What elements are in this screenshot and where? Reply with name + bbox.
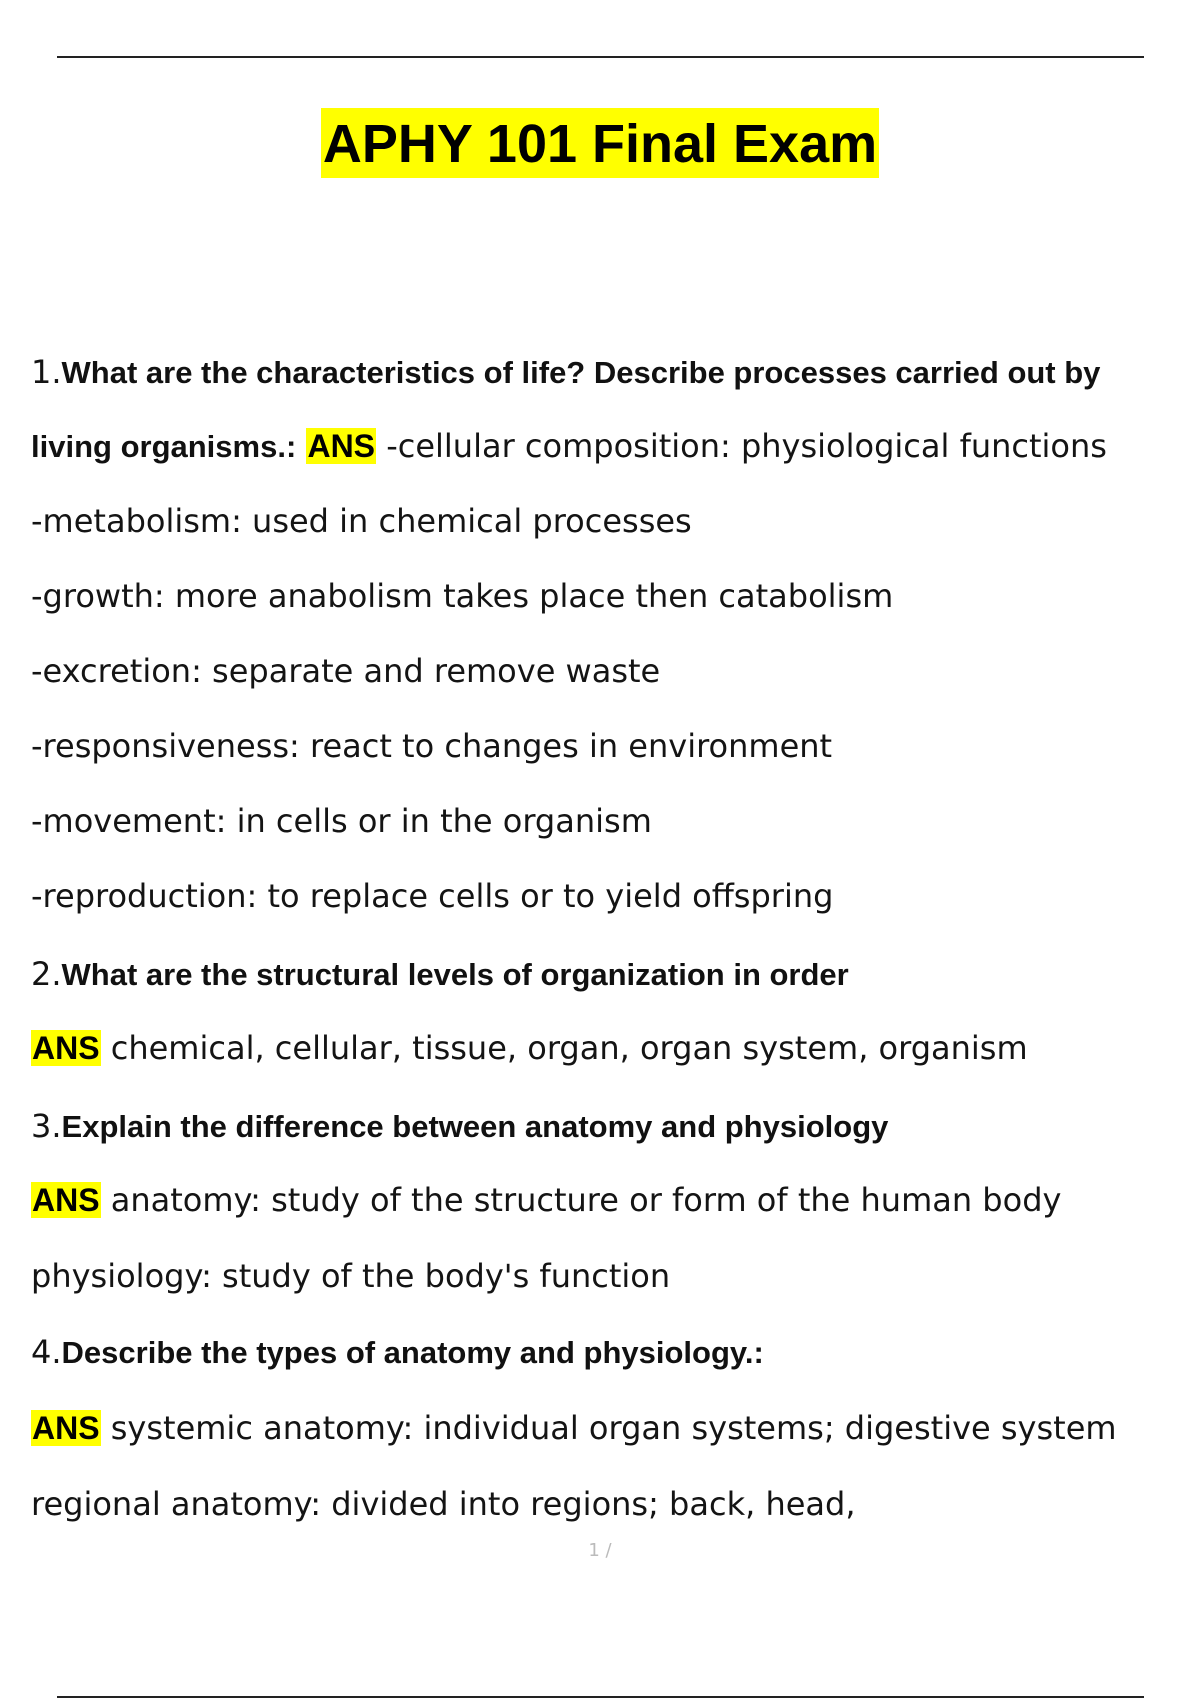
question-1-text: What are the characteristics of life? Describe processes carried out by — [61, 355, 1101, 390]
answer-line — [31, 649, 1171, 693]
top-rule — [57, 56, 1144, 58]
answer-line — [31, 1254, 1171, 1298]
question-4-text: Describe the types of anatomy and physiology.: — [61, 1335, 764, 1370]
question-1-line-1 — [31, 350, 1171, 395]
question-4-number: 4. — [31, 1333, 62, 1371]
question-3-number: 3. — [31, 1107, 62, 1145]
title-block — [0, 108, 1200, 178]
question-2-answer: chemical, cellular, tissue, organ, organ system, organism — [110, 1029, 1028, 1067]
answer-line — [31, 1482, 1171, 1526]
answer-label: ANS — [32, 1030, 100, 1066]
answer-label: ANS — [32, 1410, 100, 1446]
answer-label: ANS — [32, 1182, 100, 1218]
answer-line-text: -responsiveness: react to changes in environment — [31, 727, 833, 765]
question-1-text-cont: living organisms.: — [31, 429, 297, 464]
page-title: APHY 101 Final Exam — [321, 108, 879, 178]
question-2-line — [31, 952, 1171, 997]
page-number: 1 / — [588, 1540, 612, 1561]
question-3-answer-line — [31, 1178, 1171, 1222]
answer-line-text: -growth: more anabolism takes place then catabolism — [31, 577, 894, 615]
answer-line-text: -excretion: separate and remove waste — [31, 652, 661, 690]
question-3-line — [31, 1104, 1171, 1149]
question-4-answer: systemic anatomy: individual organ systems; digestive system — [110, 1409, 1117, 1447]
answer-line-text: -movement: in cells or in the organism — [31, 802, 652, 840]
bottom-rule — [57, 1696, 1144, 1698]
answer-line — [31, 724, 1171, 768]
answer-line-text: -metabolism: used in chemical processes — [31, 502, 692, 540]
question-2-answer-line — [31, 1026, 1171, 1070]
question-4-answer-line — [31, 1406, 1171, 1450]
question-1-answer: -cellular composition: physiological functions — [386, 427, 1107, 465]
question-1-number: 1. — [31, 353, 62, 391]
question-2-text: What are the structural levels of organization in order — [61, 957, 849, 992]
question-4-line — [31, 1330, 1171, 1375]
answer-line-text: -reproduction: to replace cells or to yield offspring — [31, 877, 834, 915]
question-3-answer: anatomy: study of the structure or form of the human body — [110, 1181, 1062, 1219]
question-1-line-2 — [31, 424, 1171, 469]
answer-line — [31, 574, 1171, 618]
answer-label: ANS — [307, 428, 376, 464]
question-3-text: Explain the difference between anatomy and physiology — [61, 1109, 889, 1144]
question-2-number: 2. — [31, 955, 62, 993]
answer-line — [31, 874, 1171, 918]
answer-line-text: regional anatomy: divided into regions; back, head, — [31, 1485, 856, 1523]
answer-line-text: physiology: study of the body's function — [31, 1257, 671, 1295]
answer-line — [31, 499, 1171, 543]
answer-line — [31, 799, 1171, 843]
